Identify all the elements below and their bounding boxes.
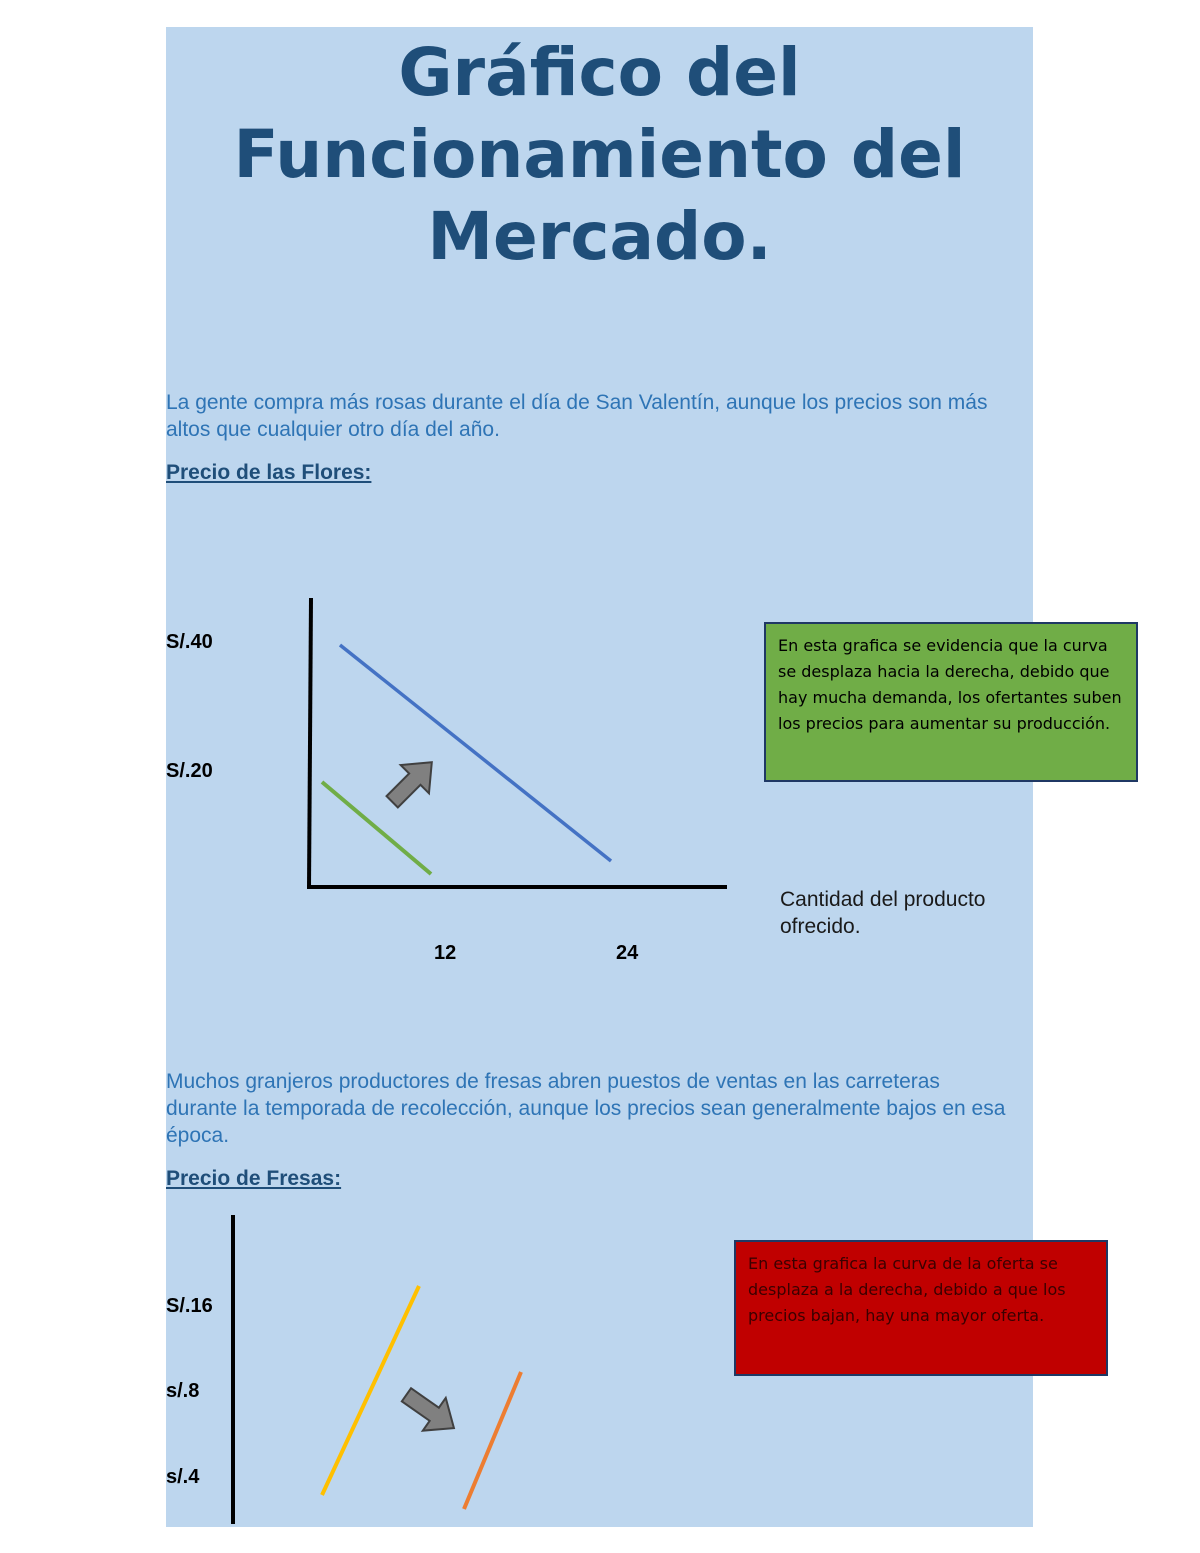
title-line-1: Gráfico del: [398, 34, 801, 111]
chart2-y-tick-4: s/.4: [166, 1466, 200, 1488]
chart1-y-tick-20: S/.20: [166, 760, 213, 782]
chart1-y-tick-40: S/.40: [166, 631, 213, 653]
chart2-yellow-curve: [322, 1286, 419, 1495]
strawberries-paragraph: Muchos granjeros productores de fresas abren puestos de ventas en las carreteras durante la temporada de recolección, aunque los precios sean generalmente bajos en esa época.: [166, 1070, 1006, 1147]
roses-paragraph: La gente compra más rosas durante el día de San Valentín, aunque los precios son más altos que cualquier otro día del año.: [166, 391, 988, 441]
strawberries-callout-box: En esta grafica la curva de la oferta se desplaza a la derecha, debido a que los precios bajan, hay una mayor oferta.: [734, 1240, 1108, 1376]
chart2-y-tick-16: S/.16: [166, 1295, 213, 1317]
chart1-green-curve: [322, 782, 431, 874]
flowers-price-heading: Precio de las Flores:: [166, 461, 372, 484]
title-line-3: Mercado.: [427, 198, 772, 275]
chart2-shift-arrow-icon: [395, 1378, 465, 1444]
title-line-2: Funcionamiento del: [233, 116, 966, 193]
strawberries-price-heading: Precio de Fresas:: [166, 1167, 342, 1190]
chart1-x-tick-24: 24: [616, 942, 639, 964]
chart2-y-tick-8: s/.8: [166, 1380, 200, 1402]
chart1-x-tick-12: 12: [434, 942, 457, 964]
flowers-callout-box: En esta grafica se evidencia que la curva se desplaza hacia la derecha, debido que hay mucha demanda, los ofertantes suben los precios para aumentar su producción.: [764, 622, 1138, 782]
chart1-shift-arrow-icon: [378, 748, 446, 816]
chart2-orange-curve: [464, 1372, 521, 1509]
chart1-blue-curve: [340, 645, 611, 861]
x-axis-title-text: Cantidad del producto ofrecido.: [780, 888, 986, 938]
chart1-y-axis: [309, 598, 311, 888]
